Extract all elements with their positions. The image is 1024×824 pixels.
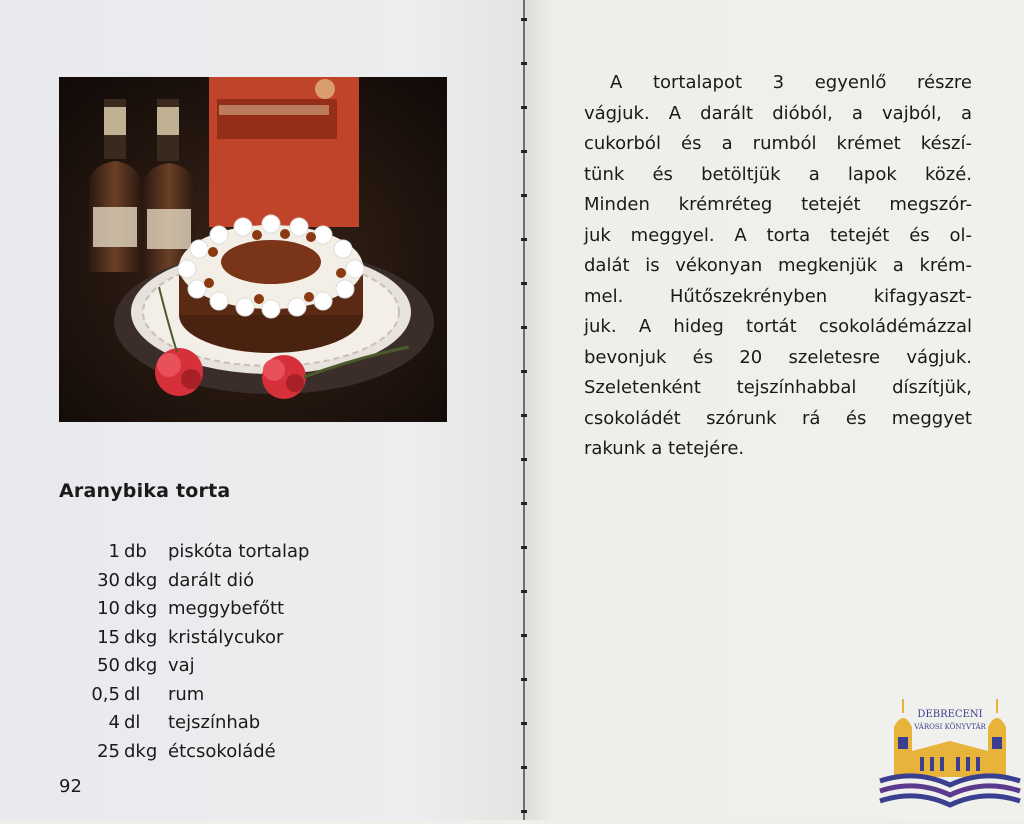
instruction-line: Minden krémréteg tetejét megszór- (584, 194, 972, 215)
ingredient-name: darált dió (168, 569, 255, 591)
ingredient-amount: 30 (97, 569, 120, 591)
ingredient-row (70, 652, 390, 681)
ingredient-unit: dkg (124, 740, 158, 762)
ingredient-amount: 0,5 (91, 683, 120, 705)
ingredient-unit: db (124, 541, 147, 562)
ingredient-unit: dkg (124, 626, 158, 648)
instruction-line: mel. Hűtőszekrényben kifagyaszt- (584, 285, 972, 307)
ingredient-amount: 1 (108, 541, 120, 562)
instruction-line: juk. A hideg tortát csokoládémázzal (584, 316, 972, 337)
ingredient-amount: 50 (97, 655, 120, 676)
instruction-line: tünk és betöltjük a lapok közé. (584, 163, 972, 185)
recipe-instructions (584, 68, 972, 465)
ingredient-name: tejszínhab (168, 712, 261, 733)
ingredient-row (70, 595, 390, 624)
instruction-line: juk meggyel. A torta tetejét és ol- (584, 224, 972, 246)
ingredient-row (70, 709, 390, 738)
ingredient-amount: 25 (97, 740, 120, 762)
page-number: 92 (59, 776, 82, 797)
instruction-line: A tortalapot 3 egyenlő részre (610, 72, 972, 93)
instruction-line: rakunk a tetejére. (584, 438, 745, 459)
ingredient-name: rum (168, 683, 205, 705)
ingredient-amount: 15 (97, 626, 120, 648)
ingredient-unit: dl (124, 683, 141, 705)
ingredient-name: piskóta tortalap (168, 541, 310, 562)
ingredient-name: étcsokoládé (168, 740, 276, 762)
instruction-line: dalát is vékonyan megkenjük a krém- (584, 255, 972, 276)
ingredient-row (70, 538, 390, 567)
ingredient-list (70, 538, 390, 766)
ingredient-unit: dkg (124, 569, 158, 591)
ingredient-name: meggybefőtt (168, 598, 285, 619)
instruction-line: Szeletenként tejszínhabbal díszítjük, (584, 377, 972, 398)
cake-photo (59, 77, 447, 422)
ingredient-name: kristálycukor (168, 626, 284, 648)
ingredient-unit: dl (124, 712, 141, 733)
logo-text-line1: DEBRECENI (917, 709, 983, 720)
instruction-line: csokoládét szórunk rá és meggyet (584, 407, 972, 429)
ingredient-amount: 4 (108, 712, 120, 733)
ingredient-row (70, 567, 390, 596)
recipe-title: Aranybika torta (59, 480, 231, 502)
instruction-line: cukorból és a rumból krémet készí- (584, 133, 972, 154)
ingredient-row (70, 624, 390, 653)
logo-text-line2: VÁROSI KÖNYVTÁR (914, 723, 986, 731)
instruction-line: bevonjuk és 20 szeletesre vágjuk. (584, 346, 972, 368)
carnation-right (262, 355, 306, 399)
ingredient-unit: dkg (124, 655, 158, 676)
library-logo (876, 697, 1024, 820)
instruction-line: vágjuk. A darált dióból, a vajból, a (584, 102, 972, 124)
ingredient-row (70, 738, 390, 767)
ingredient-name: vaj (168, 655, 195, 676)
ingredient-amount: 10 (97, 598, 120, 619)
carnation-left (155, 348, 203, 396)
ingredient-unit: dkg (124, 598, 158, 619)
cake-photo-illustration (59, 77, 447, 422)
ingredient-row (70, 681, 390, 710)
